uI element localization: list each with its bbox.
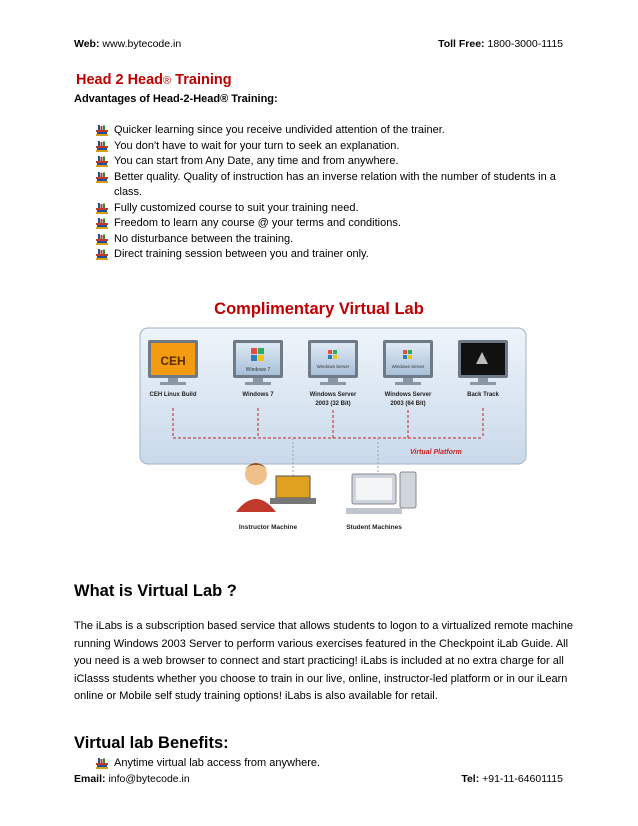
svg-text:Windows Server: Windows Server xyxy=(391,364,425,369)
virtual-lab-title: Complimentary Virtual Lab xyxy=(214,300,424,318)
svg-text:Windows Server: Windows Server xyxy=(316,364,350,369)
registered-mark: ® xyxy=(163,75,172,87)
svg-text:Student Machines: Student Machines xyxy=(346,524,402,531)
book-stack-icon xyxy=(96,249,108,260)
book-stack-icon xyxy=(96,218,108,229)
virtual-lab-diagram xyxy=(138,326,528,536)
email-label: Email: xyxy=(74,773,106,785)
book-stack-icon xyxy=(96,758,108,769)
svg-text:Instructor Machine: Instructor Machine xyxy=(238,524,298,531)
advantages-list xyxy=(96,123,576,263)
svg-text:2003 (32 Bit): 2003 (32 Bit) xyxy=(315,401,351,407)
web-label: Web: xyxy=(74,38,100,50)
list-item: Quicker learning since you receive undivided attention of the trainer. xyxy=(96,123,576,139)
toll-free-number: 1800-3000-1115 xyxy=(487,38,563,50)
list-item: No disturbance between the training. xyxy=(96,232,576,248)
instructor-machine-illustration xyxy=(236,463,316,512)
svg-text:Windows Server: Windows Server xyxy=(384,392,432,398)
tel-label: Tel: xyxy=(461,773,480,785)
svg-text:Virtual Platform: Virtual Platform xyxy=(410,449,462,456)
book-stack-icon xyxy=(96,156,108,167)
section-subtitle: Advantages of Head-2-Head® Training: xyxy=(74,93,278,105)
svg-text:Windows Server: Windows Server xyxy=(309,392,357,398)
benefits-heading: Virtual lab Benefits: xyxy=(74,734,229,752)
book-stack-icon xyxy=(96,203,108,214)
book-stack-icon xyxy=(96,172,108,183)
web-link[interactable]: www.bytecode.in xyxy=(102,38,182,50)
email-link[interactable]: info@bytecode.in xyxy=(108,773,190,785)
section-title: Head 2 Head® Training xyxy=(76,72,232,88)
list-item: Fully customized course to suit your training need. xyxy=(96,201,576,217)
list-item: Freedom to learn any course @ your terms and conditions. xyxy=(96,216,576,232)
benefits-list xyxy=(96,756,576,772)
list-item: Direct training session between you and trainer only. xyxy=(96,247,576,263)
page-header xyxy=(74,38,563,50)
tel-number: +91-11-64601115 xyxy=(482,773,563,785)
student-machines-illustration xyxy=(346,472,416,514)
virtual-lab-heading: What is Virtual Lab ? xyxy=(74,582,237,600)
list-item: Better quality. Quality of instruction has an inverse relation with the number of students in a class. xyxy=(96,170,576,201)
page-footer xyxy=(74,773,563,785)
toll-free-label: Toll Free: xyxy=(438,38,485,50)
svg-text:Windows 7: Windows 7 xyxy=(245,367,271,373)
svg-text:CEH: CEH xyxy=(160,354,186,368)
book-stack-icon xyxy=(96,234,108,245)
list-item: You don't have to wait for your turn to seek an explanation. xyxy=(96,139,576,155)
svg-text:Back Track: Back Track xyxy=(467,392,499,398)
svg-text:2003 (64 Bit): 2003 (64 Bit) xyxy=(390,401,426,407)
list-item: Anytime virtual lab access from anywhere. xyxy=(96,756,576,772)
book-stack-icon xyxy=(96,125,108,136)
list-item: You can start from Any Date, any time and from anywhere. xyxy=(96,154,576,170)
virtual-lab-description: The iLabs is a subscription based service that allows students to logon to a virtualized remote machine running Windows 2003 Server to perform various exercises featured in the Checkpoint iLab Guide. All you need is a web browser to connect and start practicing! iLabs is included at no extra charge for all iClasss students whether you choose to train in our live, online, instructor-led platform or in our iLearn online or Mobile self study training options! iLabs is also available for retail. xyxy=(74,620,573,702)
svg-text:Windows 7: Windows 7 xyxy=(242,392,274,398)
svg-text:CEH Linux Build: CEH Linux Build xyxy=(149,392,197,398)
book-stack-icon xyxy=(96,141,108,152)
